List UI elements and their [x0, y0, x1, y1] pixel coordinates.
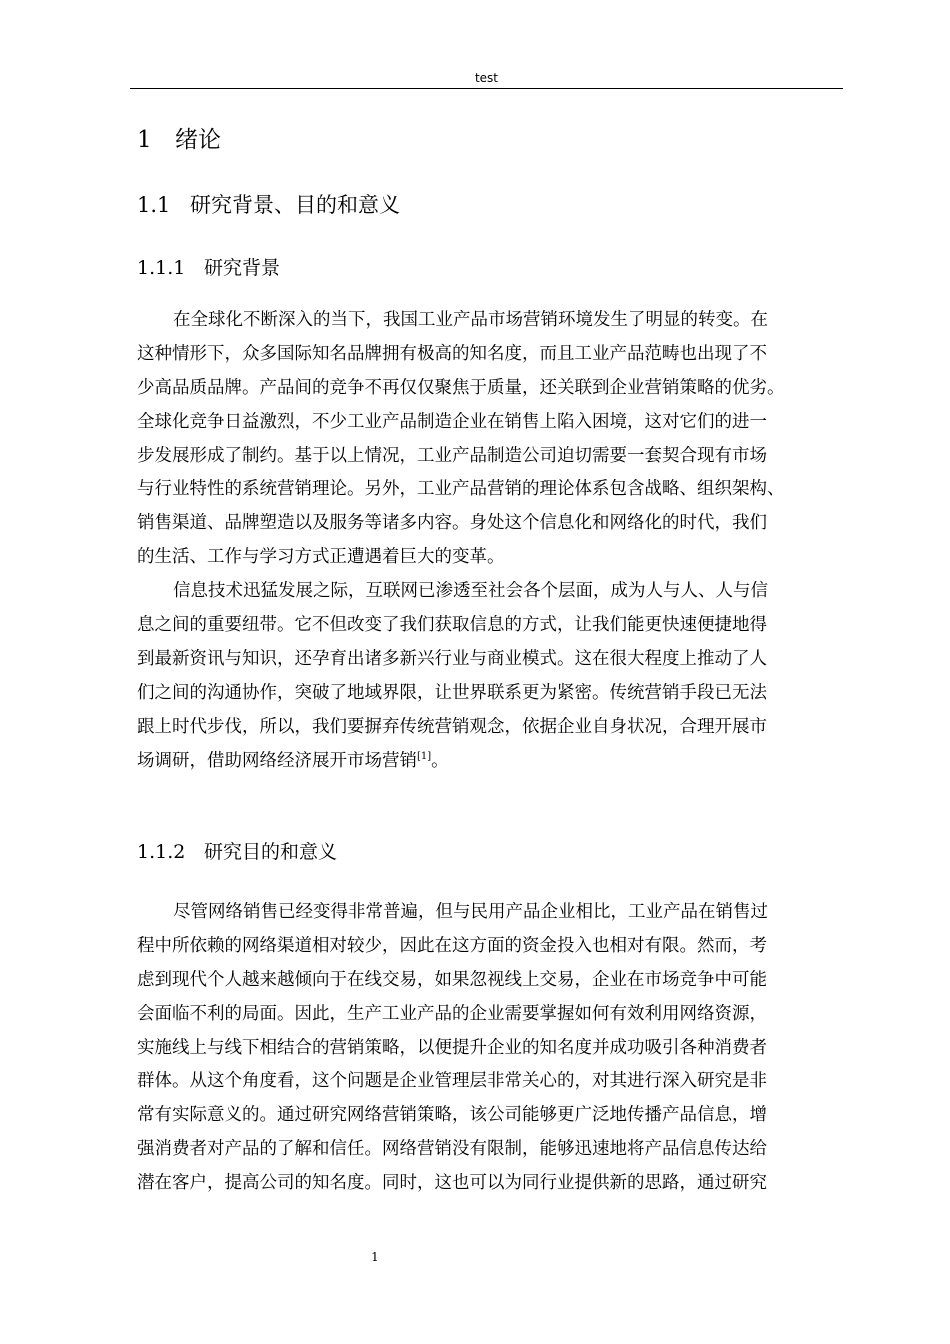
subsection-heading-background — [137, 254, 280, 282]
header-text: test — [474, 71, 499, 85]
text-line: 会面临不利的局面。因此，生产工业产品的企业需要掌握如何有效利用网络资源， — [137, 1003, 767, 1024]
section-heading — [137, 190, 400, 220]
text-line: 这种情形下，众多国际知名品牌拥有极高的知名度，而且工业产品范畴也出现了不 — [137, 343, 767, 364]
subsection-title: 研究目的和意义 — [204, 841, 338, 863]
text-line-with-citation — [137, 745, 850, 779]
chapter-number: 1 — [137, 127, 152, 153]
text-line: 销售渠道、品牌塑造以及服务等诸多内容。身处这个信息化和网络化的时代，我们 — [137, 513, 767, 534]
text-line: 少高品质品牌。产品间的竞争不再仅仅聚焦于质量，还关联到企业营销策略的优劣。 — [137, 377, 785, 398]
purpose-paragraphs — [137, 896, 850, 1201]
text-line: 在全球化不断深入的当下，我国工业产品市场营销环境发生了明显的转变。在 — [173, 310, 768, 330]
text-line: 虑到现代个人越来越倾向于在线交易，如果忽视线上交易，企业在市场竞争中可能 — [137, 969, 767, 990]
text-line: 尽管网络销售已经变得非常普遍，但与民用产品企业相比，工业产品在销售过 — [173, 902, 768, 922]
text-line: 全球化竞争日益激烈，不少工业产品制造企业在销售上陷入困境，这对它们的进一 — [137, 411, 767, 432]
subsection-title: 研究背景 — [204, 257, 281, 279]
text-line: 程中所依赖的网络渠道相对较少，因此在这方面的资金投入也相对有限。然而，考 — [137, 935, 767, 956]
text-line: 群体。从这个角度看，这个问题是企业管理层非常关心的，对其进行深入研究是非 — [137, 1071, 767, 1092]
text-line: 息之间的重要纽带。它不但改变了我们获取信息的方式，让我们能更快速便捷地得 — [137, 615, 767, 636]
text-line: 常有实际意义的。通过研究网络营销策略，该公司能够更广泛地传播产品信息，增 — [137, 1105, 767, 1126]
chapter-title: 绪论 — [175, 127, 221, 153]
text-line: 信息技术迅猛发展之际，互联网已渗透至社会各个层面，成为人与人、人与信 — [173, 581, 768, 602]
background-paragraphs — [137, 304, 850, 778]
section-number: 1.1 — [137, 193, 171, 217]
section-title: 研究背景、目的和意义 — [190, 193, 400, 217]
text-fragment: 。 — [431, 750, 449, 771]
page-number: 1 — [371, 1250, 379, 1264]
subsection-heading-purpose — [137, 838, 337, 866]
chapter-heading — [137, 124, 221, 156]
page-header — [130, 69, 843, 89]
text-line: 强消费者对产品的了解和信任。网络营销没有限制，能够迅速地将产品信息传达给 — [137, 1139, 767, 1160]
text-fragment: 场调研，借助网络经济展开市场营销 — [137, 750, 417, 771]
text-line: 的生活、工作与学习方式正遭遇着巨大的变革。 — [137, 547, 505, 568]
text-line: 实施线上与线下相结合的营销策略，以便提升企业的知名度并成功吸引各种消费者 — [137, 1037, 767, 1058]
citation-reference[interactable]: [1] — [417, 750, 432, 762]
text-line: 潜在客户，提高公司的知名度。同时，这也可以为同行业提供新的思路，通过研究 — [137, 1173, 767, 1194]
text-line: 跟上时代步伐，所以，我们要摒弃传统营销观念，依据企业自身状况，合理开展市 — [137, 716, 767, 737]
text-line: 与行业特性的系统营销理论。另外，工业产品营销的理论体系包含战略、组织架构、 — [137, 479, 785, 500]
subsection-number: 1.1.1 — [137, 257, 186, 279]
text-line: 们之间的沟通协作，突破了地域界限，让世界联系更为紧密。传统营销手段已无法 — [137, 682, 767, 703]
subsection-number: 1.1.2 — [137, 841, 186, 863]
text-line: 到最新资讯与知识，还孕育出诸多新兴行业与商业模式。这在很大程度上推动了人 — [137, 648, 767, 669]
text-line: 步发展形成了制约。基于以上情况，工业产品制造公司迫切需要一套契合现有市场 — [137, 445, 767, 466]
